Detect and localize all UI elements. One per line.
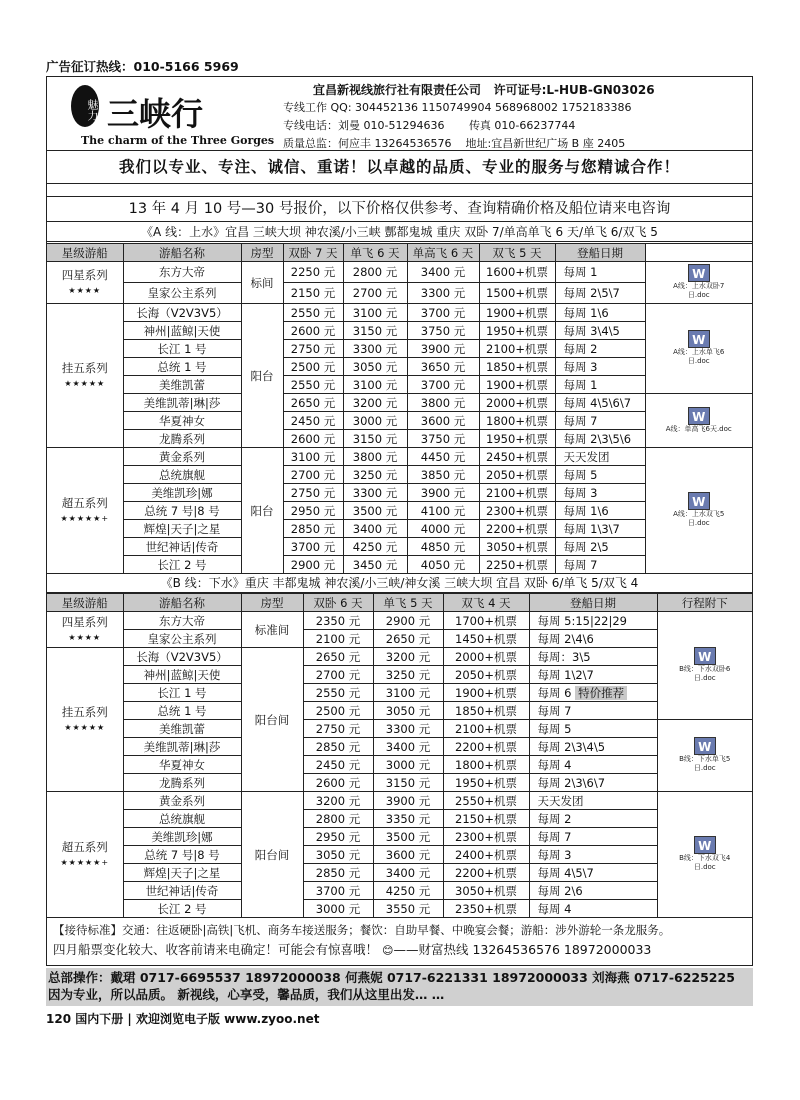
price-cell: 2600 元 [283, 430, 343, 448]
price-cell: 3000 元 [343, 412, 407, 430]
ship-name: 美维凯珍|娜 [123, 484, 241, 502]
departure-days: 每周 2 [529, 810, 657, 828]
departure-days: 每周 5 [529, 720, 657, 738]
departure-days: 每周 7 [555, 556, 645, 574]
price-cell: 3600 元 [407, 412, 479, 430]
table-row [47, 304, 752, 322]
departure-days: 每周 3 [529, 846, 657, 864]
ship-name: 龙腾系列 [123, 774, 241, 792]
ship-name: 总统旗舰 [123, 466, 241, 484]
table-row [47, 846, 752, 864]
ship-name: 黄金系列 [123, 792, 241, 810]
ship-name: 东方大帝 [123, 612, 241, 630]
price-cell: 2200+机票 [443, 864, 529, 882]
price-cell: 3250 元 [343, 466, 407, 484]
price-cell: 3000 元 [373, 756, 443, 774]
price-cell: 3100 元 [373, 684, 443, 702]
table-row [47, 882, 752, 900]
room-type: 阳台间 [241, 792, 303, 918]
company-info [283, 81, 753, 153]
price-cell: 2250 元 [283, 262, 343, 283]
price-panel [46, 196, 753, 966]
price-cell: 2750 元 [303, 720, 373, 738]
price-cell: 3300 元 [407, 283, 479, 304]
departure-days: 每周 1\3\7 [555, 520, 645, 538]
ship-name: 龙腾系列 [123, 430, 241, 448]
table-row [47, 394, 752, 412]
price-cell: 2950 元 [283, 502, 343, 520]
price-cell: 3750 元 [407, 430, 479, 448]
ship-name: 世纪神话|传奇 [123, 538, 241, 556]
line-b-col-header: 双飞 4 天 [443, 594, 529, 612]
price-cell: 4450 元 [407, 448, 479, 466]
price-cell: 4250 元 [343, 538, 407, 556]
departure-days: 每周：3\5 [529, 648, 657, 666]
price-cell: 3200 元 [303, 792, 373, 810]
price-cell: 2050+机票 [443, 666, 529, 684]
ship-name: 总统 1 号 [123, 702, 241, 720]
ship-name: 辉煌|天子|之星 [123, 864, 241, 882]
room-type: 阳台 [241, 304, 283, 448]
price-cell: 2450 元 [303, 756, 373, 774]
line-a-col-header: 单高飞 6 天 [407, 244, 479, 262]
company-phone: 专线电话：刘曼 010-51294636 [283, 119, 445, 132]
itinerary-doc-link[interactable]: W A线：上水双飞5日.doc [664, 492, 734, 528]
ship-name: 美维凯蕾 [123, 720, 241, 738]
ship-name: 华夏神女 [123, 412, 241, 430]
line-a-heading: 《A 线：上水》宜昌 三峡大坝 神农溪/小三峡 酆都鬼城 重庆 双卧 7/单高单飞 6 天/单飞 6/双飞 5 [47, 223, 752, 242]
ship-name: 长江 2 号 [123, 556, 241, 574]
price-cell: 2350 元 [303, 612, 373, 630]
price-cell: 3300 元 [373, 720, 443, 738]
price-cell: 1850+机票 [443, 702, 529, 720]
ship-name: 华夏神女 [123, 756, 241, 774]
departure-days: 每周 7 [555, 412, 645, 430]
departure-days: 天天发团 [529, 792, 657, 810]
company-quality: 质量总监：何应丰 13264536576 [283, 137, 452, 150]
price-cell: 2500 元 [283, 358, 343, 376]
price-cell: 3600 元 [373, 846, 443, 864]
departure-days: 每周 4 [529, 900, 657, 918]
hotline: ——财富热线 13264536576 18972000033 [393, 942, 652, 957]
word-doc-icon: W [688, 492, 710, 510]
star-group: 四星系列 ★★★★ [47, 612, 123, 648]
table-row [47, 262, 752, 283]
ship-name: 神州|蓝鲸|天使 [123, 666, 241, 684]
ship-name: 美维凯蕾 [123, 376, 241, 394]
price-cell: 2250+机票 [479, 556, 555, 574]
line-b-col-header: 双卧 6 天 [303, 594, 373, 612]
price-cell: 3900 元 [373, 792, 443, 810]
price-cell: 3100 元 [343, 376, 407, 394]
line-a-header-row [47, 244, 752, 262]
price-cell: 3850 元 [407, 466, 479, 484]
table-row [47, 774, 752, 792]
table-row [47, 756, 752, 774]
price-cell: 1800+机票 [443, 756, 529, 774]
price-cell: 3100 元 [343, 304, 407, 322]
price-cell: 3800 元 [407, 394, 479, 412]
price-cell: 2650 元 [283, 394, 343, 412]
price-title: 13 年 4 月 10 号—30 号报价，以下价格仅供参考、查询精确价格及船位请来电咨询 [47, 197, 752, 222]
room-type: 阳台 [241, 448, 283, 574]
star-group: 挂五系列 ★★★★★ [47, 304, 123, 448]
price-cell: 3900 元 [407, 484, 479, 502]
price-cell: 3900 元 [407, 340, 479, 358]
price-cell: 2700 元 [283, 466, 343, 484]
line-a-col-header: 星级游船 [47, 244, 123, 262]
page-footer: 120 国内下册 | 欢迎浏览电子版 www.zyoo.net [46, 1012, 320, 1026]
price-cell: 3550 元 [373, 900, 443, 918]
table-row [47, 612, 752, 630]
price-cell: 2650 元 [303, 648, 373, 666]
price-cell: 2600 元 [303, 774, 373, 792]
word-doc-icon: W [694, 836, 716, 854]
price-cell: 3050 元 [343, 358, 407, 376]
ship-name: 长海（V2V3V5） [123, 304, 241, 322]
word-doc-icon: W [688, 330, 710, 348]
departure-days: 每周 5:15|22|29 [529, 612, 657, 630]
price-cell: 3050 元 [303, 846, 373, 864]
price-cell: 2100 元 [303, 630, 373, 648]
table-row [47, 828, 752, 846]
line-b-col-header: 星级游船 [47, 594, 123, 612]
ticket-reminder: 四月船票变化较大、收客前请来电确定！可能会有惊喜哦！ [53, 942, 379, 957]
ship-name: 东方大帝 [123, 262, 241, 283]
star-group: 超五系列 ★★★★★+ [47, 448, 123, 574]
room-type: 标准间 [241, 612, 303, 648]
ship-name: 长江 1 号 [123, 340, 241, 358]
price-cell: 3700 元 [303, 882, 373, 900]
price-cell: 1950+机票 [479, 322, 555, 340]
departure-days: 每周 1 [555, 262, 645, 283]
line-b-col-header: 单飞 5 天 [373, 594, 443, 612]
table-row [47, 720, 752, 738]
price-cell: 3050+机票 [443, 882, 529, 900]
logo [47, 77, 283, 151]
departure-days: 每周 2\6 [529, 882, 657, 900]
price-cell: 3050 元 [373, 702, 443, 720]
itinerary-doc-link[interactable]: W A线：上水单飞6日.doc [664, 330, 734, 366]
price-cell: 3400 元 [343, 520, 407, 538]
line-a-col-header: 双卧 7 天 [283, 244, 343, 262]
departure-days: 每周 7 [529, 828, 657, 846]
ship-name: 长海（V2V3V5） [123, 648, 241, 666]
departure-days: 每周 3 [555, 484, 645, 502]
departure-days: 每周 1\2\7 [529, 666, 657, 684]
price-cell: 3500 元 [373, 828, 443, 846]
table-row [47, 792, 752, 810]
price-cell: 2150+机票 [443, 810, 529, 828]
price-cell: 4050 元 [407, 556, 479, 574]
departure-days: 每周 6 特价推荐 [529, 684, 657, 702]
departure-days: 每周 2\4\6 [529, 630, 657, 648]
price-cell: 2550 元 [303, 684, 373, 702]
price-cell: 2900 元 [283, 556, 343, 574]
price-cell: 1900+机票 [479, 304, 555, 322]
price-cell: 3050+机票 [479, 538, 555, 556]
price-cell: 2800 元 [303, 810, 373, 828]
price-cell: 3150 元 [343, 322, 407, 340]
price-cell: 2800 元 [343, 262, 407, 283]
ship-name: 长江 1 号 [123, 684, 241, 702]
price-cell: 1600+机票 [479, 262, 555, 283]
contact-bar [46, 968, 753, 1006]
star-group: 四星系列 ★★★★ [47, 262, 123, 304]
word-doc-icon: W [688, 264, 710, 282]
brand-slogan: 因为专业，所以品质。 新视线，心享受，馨品质，我们从这里出发… … [48, 987, 445, 1002]
ship-name: 总统 7 号|8 号 [123, 846, 241, 864]
price-cell: 2000+机票 [443, 648, 529, 666]
departure-days: 每周 2\5 [555, 538, 645, 556]
price-cell: 1900+机票 [443, 684, 529, 702]
star-group: 挂五系列 ★★★★★ [47, 648, 123, 792]
price-cell: 2550+机票 [443, 792, 529, 810]
table-row [47, 702, 752, 720]
price-cell: 3150 元 [373, 774, 443, 792]
line-b-header-row [47, 594, 752, 612]
company-license: 许可证号:L-HUB-GN03026 [493, 83, 655, 97]
reception-standard: 【接待标准】交通：往返硬卧|高铁|飞机、商务车接送服务；餐饮：自助早餐、中晚宴会餐；游船：涉外游轮一条龙服务。 [53, 923, 671, 937]
price-cell: 2850 元 [303, 864, 373, 882]
departure-days: 每周 7 [529, 702, 657, 720]
departure-days: 每周 3 [555, 358, 645, 376]
price-cell: 3300 元 [343, 340, 407, 358]
line-b-col-header: 登船日期 [529, 594, 657, 612]
line-a-col-header: 登船日期 [555, 244, 645, 262]
price-cell: 3450 元 [343, 556, 407, 574]
line-a-col-header: 游船名称 [123, 244, 241, 262]
departure-days: 每周 2\5\7 [555, 283, 645, 304]
price-cell: 2100+机票 [479, 484, 555, 502]
price-cell: 3500 元 [343, 502, 407, 520]
slogan: 我们以专业、专注、诚信、重诺！以卓越的品质、专业的服务与您精诚合作！ [46, 150, 753, 184]
logo-tagline: The charm of the Three Gorges [81, 134, 275, 147]
price-cell: 3650 元 [407, 358, 479, 376]
price-cell: 2750 元 [283, 340, 343, 358]
price-cell: 3350 元 [373, 810, 443, 828]
price-cell: 2450+机票 [479, 448, 555, 466]
room-type: 标间 [241, 262, 283, 304]
departure-days: 每周 2\3\5\6 [555, 430, 645, 448]
company-address: 地址:宜昌新世纪广场 B 座 2405 [465, 137, 626, 150]
departure-days: 每周 4\5\7 [529, 864, 657, 882]
logo-seal: 魅力 [71, 85, 99, 127]
departure-days: 每周 3\4\5 [555, 322, 645, 340]
price-cell: 2700 元 [343, 283, 407, 304]
itinerary-doc-link[interactable]: W B线：下水双飞4日.doc [670, 836, 740, 872]
price-cell: 2100+机票 [443, 720, 529, 738]
departure-days: 每周 5 [555, 466, 645, 484]
ship-name: 美维凯蒂|琳|莎 [123, 394, 241, 412]
ship-name: 总统旗舰 [123, 810, 241, 828]
notes [47, 920, 752, 961]
ship-name: 美维凯珍|娜 [123, 828, 241, 846]
price-cell: 2900 元 [373, 612, 443, 630]
line-b-col-header: 行程附下 [657, 594, 752, 612]
price-cell: 2000+机票 [479, 394, 555, 412]
price-cell: 4250 元 [373, 882, 443, 900]
price-cell: 2850 元 [303, 738, 373, 756]
price-cell: 4000 元 [407, 520, 479, 538]
table-row [47, 684, 752, 702]
company-qq: 专线工作 QQ: 304452136 1150749904 568968002 1752183386 [283, 101, 632, 114]
ship-name: 皇家公主系列 [123, 283, 241, 304]
price-cell: 2300+机票 [443, 828, 529, 846]
word-doc-icon: W [694, 737, 716, 755]
line-b-heading: 《B 线：下水》重庆 丰都鬼城 神农溪/小三峡/神女溪 三峡大坝 宜昌 双卧 6/单飞 5/双飞 4 [47, 574, 752, 593]
price-cell: 3800 元 [343, 448, 407, 466]
itinerary-doc-link[interactable]: W A线：上水双卧7日.doc [664, 264, 734, 300]
table-row [47, 738, 752, 756]
special-offer-badge: 特价推荐 [575, 686, 627, 700]
ship-name: 神州|蓝鲸|天使 [123, 322, 241, 340]
price-cell: 3750 元 [407, 322, 479, 340]
itinerary-doc-link[interactable]: W A线：单高飞6天.doc [664, 407, 734, 434]
price-cell: 2700 元 [303, 666, 373, 684]
price-cell: 1500+机票 [479, 283, 555, 304]
star-group: 超五系列 ★★★★★+ [47, 792, 123, 918]
price-cell: 1850+机票 [479, 358, 555, 376]
price-cell: 2400+机票 [443, 846, 529, 864]
departure-days: 每周 1 [555, 376, 645, 394]
price-cell: 3300 元 [343, 484, 407, 502]
ship-name: 美维凯蒂|琳|莎 [123, 738, 241, 756]
departure-days: 每周 2 [555, 340, 645, 358]
departure-days: 每周 4 [529, 756, 657, 774]
line-a-table [47, 243, 752, 574]
line-a-col-header: 单飞 6 天 [343, 244, 407, 262]
line-b-col-header: 房型 [241, 594, 303, 612]
price-cell: 3200 元 [343, 394, 407, 412]
line-b-col-header: 游船名称 [123, 594, 241, 612]
company-name: 宜昌新视线旅行社有限责任公司 [313, 83, 482, 97]
price-cell: 3400 元 [407, 262, 479, 283]
price-cell: 3400 元 [373, 738, 443, 756]
price-cell: 2600 元 [283, 322, 343, 340]
price-cell: 3250 元 [373, 666, 443, 684]
price-cell: 1800+机票 [479, 412, 555, 430]
itinerary-doc-link[interactable]: W B线：下水单飞5日.doc [670, 737, 740, 773]
price-cell: 2750 元 [283, 484, 343, 502]
price-cell: 4850 元 [407, 538, 479, 556]
smile-icon: 😊 [382, 944, 394, 957]
ship-name: 世纪神话|传奇 [123, 882, 241, 900]
table-row [47, 630, 752, 648]
price-cell: 4100 元 [407, 502, 479, 520]
price-cell: 2050+机票 [479, 466, 555, 484]
ad-hotline: 广告征订热线：010-5166 5969 [46, 59, 239, 74]
price-cell: 2550 元 [283, 376, 343, 394]
word-doc-icon: W [688, 407, 710, 425]
itinerary-doc-link[interactable]: W B线：下水双卧6日.doc [670, 647, 740, 683]
price-cell: 2850 元 [283, 520, 343, 538]
price-cell: 3150 元 [343, 430, 407, 448]
line-b-table [47, 593, 752, 918]
header [46, 76, 753, 150]
price-cell: 1450+机票 [443, 630, 529, 648]
price-cell: 2950 元 [303, 828, 373, 846]
price-cell: 3200 元 [373, 648, 443, 666]
ship-name: 皇家公主系列 [123, 630, 241, 648]
departure-days: 每周 4\5\6\7 [555, 394, 645, 412]
logo-brand: 三峡行 [107, 95, 204, 133]
departure-days: 每周 1\6 [555, 502, 645, 520]
price-cell: 2650 元 [373, 630, 443, 648]
price-cell: 3700 元 [407, 304, 479, 322]
room-type: 阳台间 [241, 648, 303, 792]
price-cell: 3000 元 [303, 900, 373, 918]
company-fax: 传真 010-66237744 [468, 119, 576, 132]
price-cell: 1700+机票 [443, 612, 529, 630]
price-cell: 2450 元 [283, 412, 343, 430]
line-a-col-header: 房型 [241, 244, 283, 262]
ship-name: 总统 1 号 [123, 358, 241, 376]
departure-days: 每周 2\3\4\5 [529, 738, 657, 756]
ship-name: 黄金系列 [123, 448, 241, 466]
price-cell: 3100 元 [283, 448, 343, 466]
price-cell: 2500 元 [303, 702, 373, 720]
departure-days: 每周 2\3\6\7 [529, 774, 657, 792]
price-cell: 3700 元 [407, 376, 479, 394]
ship-name: 总统 7 号|8 号 [123, 502, 241, 520]
word-doc-icon: W [694, 647, 716, 665]
ship-name: 辉煌|天子|之星 [123, 520, 241, 538]
ship-name: 长江 2 号 [123, 900, 241, 918]
price-cell: 3400 元 [373, 864, 443, 882]
price-cell: 2150 元 [283, 283, 343, 304]
table-row [47, 864, 752, 882]
price-cell: 1950+机票 [479, 430, 555, 448]
price-cell: 2550 元 [283, 304, 343, 322]
price-cell: 2350+机票 [443, 900, 529, 918]
table-row [47, 900, 752, 918]
price-cell: 1900+机票 [479, 376, 555, 394]
price-cell: 2200+机票 [443, 738, 529, 756]
departure-days: 天天发团 [555, 448, 645, 466]
table-row [47, 648, 752, 666]
line-a-col-header: 双飞 5 天 [479, 244, 555, 262]
table-row [47, 666, 752, 684]
hq-contacts: 总部操作：戴珺 0717-6695537 18972000038 何燕妮 0717-6221331 18972000033 刘海燕 0717-6225225 [48, 970, 735, 985]
price-cell: 2100+机票 [479, 340, 555, 358]
table-row [47, 810, 752, 828]
departure-days: 每周 1\6 [555, 304, 645, 322]
table-row [47, 448, 752, 466]
price-cell: 2200+机票 [479, 520, 555, 538]
price-cell: 3700 元 [283, 538, 343, 556]
price-cell: 2300+机票 [479, 502, 555, 520]
price-cell: 1950+机票 [443, 774, 529, 792]
